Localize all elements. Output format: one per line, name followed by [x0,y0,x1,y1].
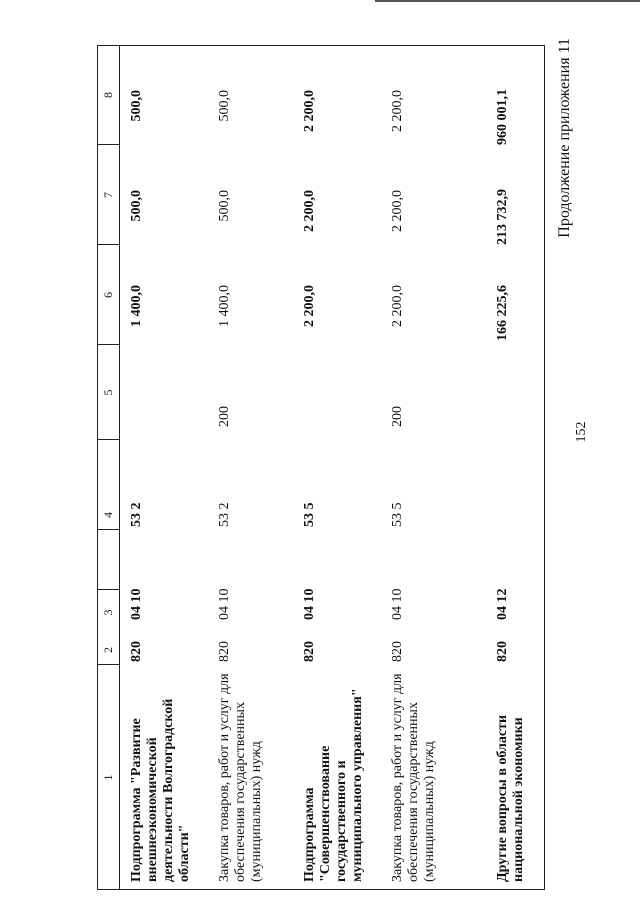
row-value-7: 2 200,0 [302,190,317,232]
column-header-5: 5 [101,389,115,396]
row-name: Закупка товаров, работ и услуг для обеспечения государственных (муниципальных) нужд [390,673,437,882]
column-header-4: 4 [101,512,115,518]
row-code-2: 820 [302,641,317,662]
row-value-6: 2 200,0 [390,285,405,327]
column-header-8: 8 [101,92,115,98]
row-value-7: 500,0 [129,190,144,222]
row-value-8: 500,0 [129,90,144,122]
header-divider [119,45,120,890]
column-header-2: 2 [101,647,115,653]
page-number: 152 [574,421,589,443]
row-name: Закупка товаров, работ и услуг для обеспечения государственных (муниципальных) нужд [217,673,264,882]
row-value-7: 213 732,9 [495,189,510,245]
row-value-7: 2 200,0 [390,190,405,232]
row-code-3: 04 10 [302,588,317,620]
row-value-8: 2 200,0 [302,90,317,132]
column-header-7: 7 [101,192,115,198]
row-code-4: 53 5 [302,502,317,527]
row-value-8: 960 001,1 [495,89,510,145]
row-code-2: 820 [217,641,232,662]
row-name: Подпрограмма "Развитие внешнеэкономической деятельности Волгоградской области" [129,698,192,882]
row-code-3: 04 10 [217,588,232,620]
row-code-3: 04 10 [129,588,144,620]
row-code-2: 820 [390,641,405,662]
column-header-6: 6 [101,292,115,298]
row-code-4: 53 2 [217,502,232,527]
row-name: Другие вопросы в области национальной экономики [495,714,526,882]
row-code-3: 04 10 [390,588,405,620]
rotated-content [0,30,640,890]
row-code-3: 04 12 [495,588,510,620]
scan-edge-line [375,0,640,2]
row-code-4: 53 2 [129,502,144,527]
row-value-6: 166 225,6 [495,285,510,341]
row-code-2: 820 [495,641,510,662]
row-value-6: 1 400,0 [217,285,232,327]
row-value-7: 500,0 [217,190,232,222]
column-header-1: 1 [101,774,115,781]
row-code-2: 820 [129,641,144,662]
row-code-5: 200 [390,406,405,427]
row-code-5: 200 [217,406,232,427]
row-value-6: 1 400,0 [129,285,144,327]
column-header-3: 3 [101,609,115,616]
row-code-4: 53 5 [390,502,405,527]
row-name: Подпрограмма "Совершенствование государственного и муниципального управления" [302,688,365,882]
row-value-8: 2 200,0 [390,90,405,132]
row-value-6: 2 200,0 [302,285,317,327]
continuation-caption: Продолжение приложения 11 [556,38,573,238]
budget-table [97,45,545,890]
row-value-8: 500,0 [217,90,232,122]
